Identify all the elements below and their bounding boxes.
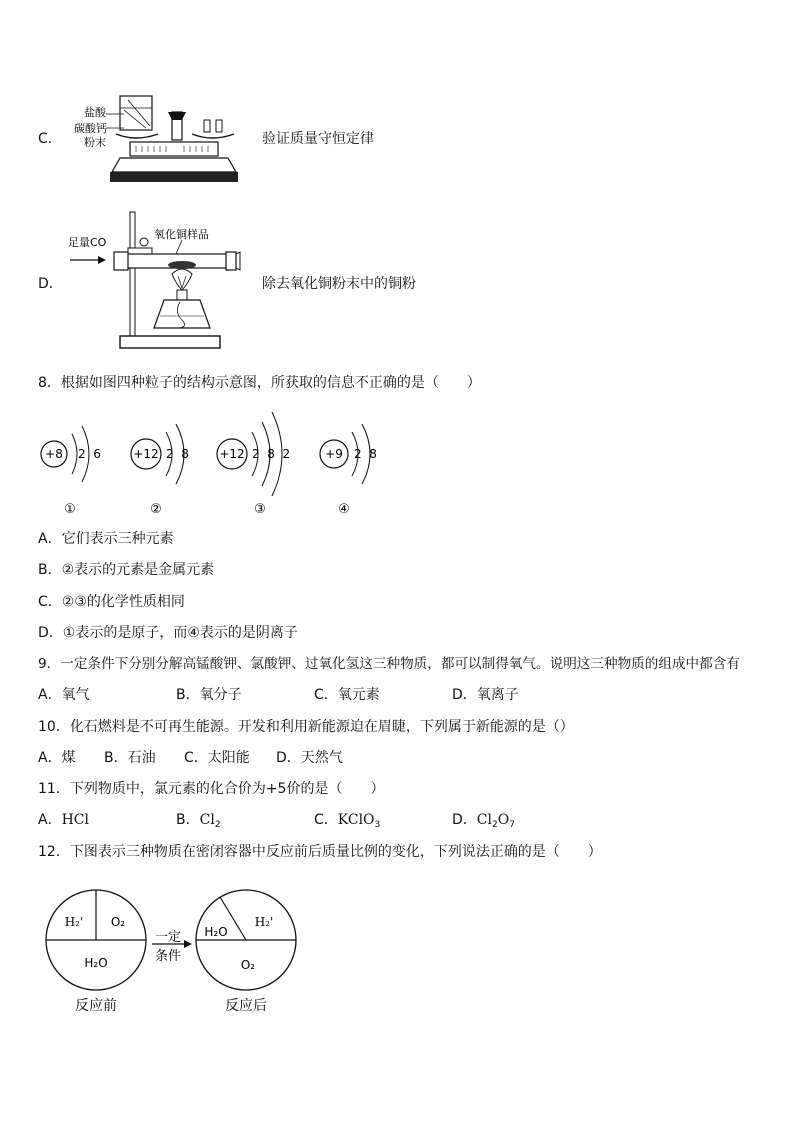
particle-1 [41, 426, 101, 517]
pie-before [46, 890, 146, 1014]
after-o2: O₂ [240, 958, 256, 972]
after-h2: H₂' [254, 915, 274, 929]
balance-base [110, 172, 238, 182]
svg-text:+8: +8 [45, 447, 63, 461]
svg-text:一定: 一定 [154, 930, 182, 945]
label-co: 足量CO [68, 236, 107, 249]
alcohol-lamp-icon [154, 300, 210, 328]
mass-ratio-pie-diagrams [36, 880, 316, 1020]
q9-option-c: C．氧元素 [314, 687, 380, 703]
right-pan [192, 134, 234, 138]
q9-option-a: A．氧气 [38, 687, 90, 703]
q10-option-b: B．石油 [104, 750, 156, 766]
particle-2 [131, 424, 189, 517]
balance-beam [130, 142, 218, 156]
q9-option-d: D．氧离子 [452, 687, 519, 703]
stand-base [120, 336, 220, 348]
cuo-powder [168, 261, 196, 269]
particle-3 [217, 412, 290, 517]
flame-icon [172, 269, 192, 290]
q11-option-c: C．KClO$_3$ [314, 812, 381, 830]
before-caption: 反应前 [75, 998, 117, 1014]
q10-stem: 10．化石燃料是不可再生能源。开发和利用新能源迫在眉睫，下列属于新能源的是（） [38, 719, 574, 735]
svg-text:2 8: 2 8 [166, 447, 189, 461]
label-cuo-sample: 氧化铜样品 [154, 228, 209, 241]
svg-text:2 8 2: 2 8 2 [252, 447, 291, 461]
q11-option-b: B．$Cl_2$ [176, 812, 221, 830]
q7-option-c-text: 验证质量守恒定律 [262, 131, 374, 147]
particle-structure-diagrams [30, 400, 410, 525]
svg-text:①: ① [64, 502, 76, 517]
q8-option-a: A．它们表示三种元素 [38, 531, 174, 547]
before-h2: H₂' [64, 915, 84, 929]
svg-text:2 6: 2 6 [78, 447, 101, 461]
q8-option-c: C．②③的化学性质相同 [38, 594, 185, 610]
svg-text:③: ③ [254, 502, 266, 517]
label-acid: 盐酸 [84, 106, 106, 119]
q8-option-d: D．①表示的是原子，而④表示的是阴离子 [38, 625, 298, 641]
q11-option-d: D．$Cl_2O_7$ [452, 812, 515, 830]
svg-text:+12: +12 [219, 447, 245, 461]
label-caco3-2: 粉末 [84, 136, 106, 149]
balance-apparatus-figure [74, 92, 250, 188]
q7-option-c-letter: C． [38, 131, 62, 147]
before-h2o: H₂O [84, 956, 108, 970]
particle-4 [320, 424, 377, 517]
q10-option-c: C．太阳能 [184, 750, 250, 766]
label-caco3-1: 碳酸钙 [74, 122, 107, 135]
svg-text:④: ④ [338, 502, 350, 517]
reaction-arrow [152, 930, 192, 964]
q7-option-d-letter: D． [38, 276, 63, 292]
pie-after [196, 890, 296, 1014]
q11-option-a: A．HCl [38, 812, 89, 828]
after-h2o: H₂O [204, 925, 228, 939]
q11-stem: 11．下列物质中，氯元素的化合价为+5价的是（ ） [38, 781, 385, 797]
q8-stem: 8．根据如图四种粒子的结构示意图，所获取的信息不正确的是（ ） [38, 375, 481, 391]
arrow-icon [184, 940, 192, 948]
arrow-icon [98, 256, 106, 264]
beaker-icon [120, 96, 152, 130]
before-o2: O₂ [110, 915, 126, 929]
q12-stem: 12．下图表示三种物质在密闭容器中反应前后质量比例的变化，下列说法正确的是（ ） [38, 844, 602, 860]
svg-text:+12: +12 [133, 447, 159, 461]
svg-text:②: ② [150, 502, 162, 517]
svg-text:+9: +9 [325, 447, 343, 461]
q8-option-b: B．②表示的元素是金属元素 [38, 562, 215, 578]
q7-option-d-text: 除去氧化铜粉末中的铜粉 [262, 276, 416, 292]
q10-option-a: A．煤 [38, 750, 76, 766]
after-caption: 反应后 [225, 998, 267, 1014]
left-pan [116, 134, 158, 138]
svg-text:2 8: 2 8 [354, 447, 377, 461]
q10-option-d: D．天然气 [276, 750, 343, 766]
co-reduction-apparatus-figure [64, 208, 254, 356]
q9-option-b: B．氧分子 [176, 687, 242, 703]
q9-stem: 9．一定条件下分别分解高锰酸钾、氯酸钾、过氧化氢这三种物质，都可以制得氧气。说明这三种物质的组成中都含有 [38, 656, 740, 672]
svg-text:条件: 条件 [154, 949, 182, 964]
